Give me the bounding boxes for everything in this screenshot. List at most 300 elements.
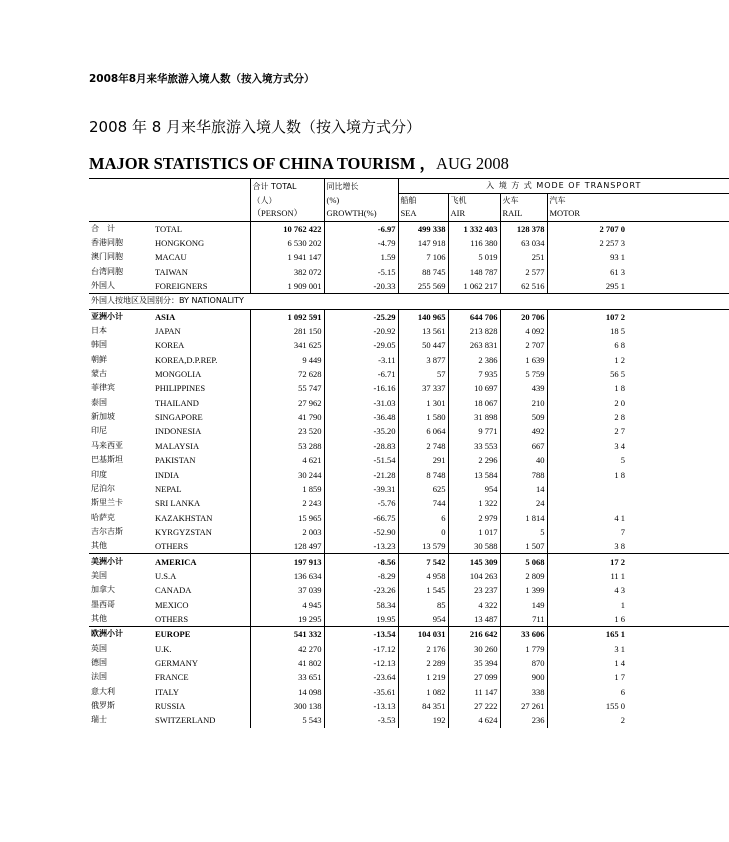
cell-motor [547,496,627,510]
cell-air: 1 332 403 [448,221,500,236]
table-row [89,670,729,684]
cell-growth: -21.28 [324,467,398,481]
table-row [89,424,729,438]
table-row [89,367,729,381]
cell-motor: 295 1 [605,281,625,292]
cell-name-zh: 英国 [91,643,107,653]
cell-total: 14 098 [250,685,324,699]
cell-name-en: GERMANY [153,656,250,670]
cell-air: 148 787 [448,265,500,279]
cell-total: 1 909 001 [250,279,324,294]
cell-growth: 19.95 [324,612,398,627]
cell-total: 53 288 [250,439,324,453]
cell-sea: 6 064 [398,424,448,438]
cell-air: 23 237 [448,583,500,597]
cell-name-zh: 菲律宾 [91,383,115,393]
cell-motor: 1 7 [614,672,625,683]
cell-growth: -16.16 [324,381,398,395]
cell-total: 1 092 591 [250,309,324,324]
cell-name-zh: 巴基斯坦 [91,455,123,465]
cell-growth: -8.29 [324,569,398,583]
cell-sea: 744 [398,496,448,510]
header-row-2 [89,193,729,207]
cell-sea: 291 [398,453,448,467]
cell-motor: 93 1 [610,252,625,263]
cell-name-zh: 朝鲜 [91,354,107,364]
cell-air: 30 588 [448,539,500,554]
cell-name-en: RUSSIA [153,699,250,713]
cell-motor: 17 2 [547,554,627,569]
cell-name-en: THAILAND [153,396,250,410]
cell-name-en: AMERICA [153,554,250,569]
cell-total: 37 039 [250,583,324,597]
cell-name-en: SRI LANKA [153,496,250,510]
cell-rail: 20 706 [500,309,547,324]
table-header [89,179,729,222]
cell-sea: 255 569 [398,279,448,294]
cell-motor: 2 7 [614,426,625,437]
cell-growth: -3.11 [324,353,398,367]
table-row [89,396,729,410]
cell-growth: -20.33 [324,279,398,294]
cell-growth: -36.48 [324,410,398,424]
cell-name-zh: 香港同胞 [91,238,123,248]
cell-name-zh: 台湾同胞 [91,266,123,276]
cell-total: 10 762 422 [250,221,324,236]
cell-name-zh: 其他 [91,541,107,551]
cell-air: 33 553 [448,439,500,453]
cell-rail: 870 [500,656,547,670]
table-row [89,265,729,279]
table-row [89,685,729,699]
cell-air: 10 697 [448,381,500,395]
cell-total: 41 790 [250,410,324,424]
cell-name-en: FOREIGNERS [153,279,250,294]
table-row [89,496,729,510]
header-motor-zh: 汽车 [549,195,566,205]
table-row [89,221,729,236]
cell-growth: -13.54 [324,627,398,642]
header-total: 合计 TOTAL [250,179,324,194]
statistics-table [89,178,729,728]
cell-motor: 3 1 [614,643,625,654]
cell-name-zh: 俄罗斯 [91,701,115,711]
cell-name-zh: 瑞士 [91,715,107,725]
cell-sea: 104 031 [398,627,448,642]
cell-total: 281 150 [250,324,324,338]
header-row-1 [89,179,729,194]
cell-growth: -28.83 [324,439,398,453]
cell-name-en: HONGKONG [153,236,250,250]
cell-rail: 63 034 [500,236,547,250]
cell-rail: 128 378 [500,221,547,236]
cell-rail: 2 707 [500,338,547,352]
cell-growth: -35.20 [324,424,398,438]
cell-motor: 3 4 [614,440,625,451]
cell-motor: 6 8 [614,340,625,351]
cell-name-zh: 加拿大 [91,585,115,595]
table-row [89,338,729,352]
cell-air: 7 935 [448,367,500,381]
cell-motor: 165 1 [547,627,627,642]
cell-air: 13 584 [448,467,500,481]
cell-total: 4 621 [250,453,324,467]
title-english-main: MAJOR STATISTICS OF CHINA TOURISM ， [89,154,437,173]
cell-rail: 1 639 [500,353,547,367]
cell-air: 216 642 [448,627,500,642]
cell-sea: 140 965 [398,309,448,324]
cell-air: 4 624 [448,713,500,727]
cell-name-en: KOREA [153,338,250,352]
cell-total: 42 270 [250,641,324,655]
cell-name-zh: 印度 [91,469,107,479]
region-subtotal-row [89,309,729,324]
cell-rail: 5 759 [500,367,547,381]
header-total-unit: （人） [250,193,324,207]
cell-rail: 210 [500,396,547,410]
header-total-en: （PERSON） [250,207,324,221]
cell-total: 41 802 [250,656,324,670]
cell-growth: -6.71 [324,367,398,381]
table-row [89,656,729,670]
cell-motor: 4 1 [614,512,625,523]
cell-air: 9 771 [448,424,500,438]
cell-sea: 6 [398,510,448,524]
cell-rail: 900 [500,670,547,684]
cell-motor: 1 8 [614,383,625,394]
cell-sea: 3 877 [398,353,448,367]
table-row [89,569,729,583]
cell-motor: 7 [620,526,625,537]
cell-sea: 37 337 [398,381,448,395]
cell-sea: 1 082 [398,685,448,699]
cell-sea: 88 745 [398,265,448,279]
table-row [89,453,729,467]
cell-air: 31 898 [448,410,500,424]
cell-sea: 8 748 [398,467,448,481]
cell-name-zh: 印尼 [91,426,107,436]
cell-motor: 4 3 [614,585,625,596]
cell-growth: -3.53 [324,713,398,727]
cell-rail: 149 [500,597,547,611]
cell-air: 263 831 [448,338,500,352]
cell-name-en: ITALY [153,685,250,699]
cell-name-zh: 哈萨克 [91,512,115,522]
cell-name-en: ASIA [153,309,250,324]
cell-motor: 6 [620,686,625,697]
cell-rail: 1 814 [500,510,547,524]
table-row [89,410,729,424]
cell-sea: 84 351 [398,699,448,713]
header-row-3 [89,207,729,221]
cell-total: 19 295 [250,612,324,627]
cell-air: 2 296 [448,453,500,467]
table-row [89,439,729,453]
cell-total: 15 965 [250,510,324,524]
cell-name-zh: 蒙古 [91,369,107,379]
cell-name-zh: 亚洲小计 [89,309,153,324]
table-row [89,612,729,627]
table-row [89,539,729,554]
cell-motor: 155 0 [605,701,625,712]
cell-growth: -66.75 [324,510,398,524]
cell-air: 2 386 [448,353,500,367]
cell-air: 1 322 [448,496,500,510]
cell-rail: 236 [500,713,547,727]
header-sea-en: SEA [398,207,448,221]
cell-air: 27 222 [448,699,500,713]
cell-name-en: TAIWAN [153,265,250,279]
header-growth-unit: (%) [324,193,398,207]
cell-name-zh: 法国 [91,672,107,682]
cell-growth: -6.97 [324,221,398,236]
cell-name-zh: 尼泊尔 [91,483,115,493]
cell-air: 1 062 217 [448,279,500,294]
cell-air: 2 979 [448,510,500,524]
title-english-month: AUG 2008 [436,154,509,173]
table-row [89,324,729,338]
cell-name-en: TOTAL [153,221,250,236]
cell-total: 341 625 [250,338,324,352]
cell-sea: 4 958 [398,569,448,583]
cell-motor: 2 8 [614,412,625,423]
cell-rail: 33 606 [500,627,547,642]
cell-sea: 1 301 [398,396,448,410]
cell-air: 30 260 [448,641,500,655]
cell-rail: 711 [500,612,547,627]
table-row [89,353,729,367]
table-row [89,525,729,539]
cell-name-en: U.K. [153,641,250,655]
cell-air: 116 380 [448,236,500,250]
cell-name-zh: 斯里兰卡 [91,498,123,508]
cell-growth: -25.29 [324,309,398,324]
cell-total: 55 747 [250,381,324,395]
cell-air: 35 394 [448,656,500,670]
cell-sea: 625 [398,482,448,496]
cell-motor: 18 5 [610,326,625,337]
cell-total: 4 945 [250,597,324,611]
cell-name-zh: 澳门同胞 [91,252,123,262]
header-rail-en: RAIL [500,207,547,221]
cell-name-en: MACAU [153,250,250,264]
cell-name-en: MALAYSIA [153,439,250,453]
cell-total: 23 520 [250,424,324,438]
cell-growth: -12.13 [324,656,398,670]
cell-sea: 2 289 [398,656,448,670]
cell-rail: 788 [500,467,547,481]
table-row [89,467,729,481]
cell-total: 72 628 [250,367,324,381]
cell-sea: 1 219 [398,670,448,684]
table-body-nationality [89,309,729,727]
cell-name-zh: 马来西亚 [91,440,123,450]
cell-rail: 5 068 [500,554,547,569]
cell-air: 27 099 [448,670,500,684]
cell-sea: 954 [398,612,448,627]
cell-rail: 14 [500,482,547,496]
cell-name-en: PAKISTAN [153,453,250,467]
cell-motor: 107 2 [547,309,627,324]
cell-name-zh: 新加坡 [91,412,115,422]
cell-rail: 24 [500,496,547,510]
cell-air: 4 322 [448,597,500,611]
table-row [89,250,729,264]
cell-name-en: OTHERS [153,612,250,627]
table-row [89,583,729,597]
cell-air: 954 [448,482,500,496]
cell-rail: 40 [500,453,547,467]
table-row [89,279,729,294]
cell-air: 1 017 [448,525,500,539]
cell-total: 128 497 [250,539,324,554]
cell-sea: 13 579 [398,539,448,554]
cell-name-en: KAZAKHSTAN [153,510,250,524]
header-rail-zh: 火车 [500,193,547,207]
cell-sea: 57 [398,367,448,381]
cell-total: 5 543 [250,713,324,727]
cell-air: 13 487 [448,612,500,627]
cell-name-en: OTHERS [153,539,250,554]
cell-growth: -23.64 [324,670,398,684]
title-chinese: 2008 年 8 月来华旅游入境人数（按入境方式分） [89,118,422,136]
cell-motor: 2 0 [614,397,625,408]
title-english [89,150,509,174]
cell-sea: 85 [398,597,448,611]
table-row [89,641,729,655]
cell-sea: 7 106 [398,250,448,264]
cell-growth: -13.23 [324,539,398,554]
cell-growth: -5.15 [324,265,398,279]
statistics-table-wrapper [89,178,642,828]
cell-name-en: SWITZERLAND [153,713,250,727]
cell-growth: 58.34 [324,597,398,611]
cell-total: 9 449 [250,353,324,367]
cell-name-zh: 吉尔吉斯 [91,526,123,536]
document-header: 2008年8月来华旅游入境人数（按入境方式分） [89,73,315,85]
cell-motor: 1 [620,599,625,610]
cell-sea: 499 338 [398,221,448,236]
cell-name-en: FRANCE [153,670,250,684]
cell-motor: 1 8 [614,469,625,480]
cell-name-en: EUROPE [153,627,250,642]
cell-growth: -5.76 [324,496,398,510]
cell-name-en: SINGAPORE [153,410,250,424]
cell-growth: -8.56 [324,554,398,569]
cell-rail: 1 779 [500,641,547,655]
table-row [89,381,729,395]
cell-name-en: INDIA [153,467,250,481]
cell-total: 27 962 [250,396,324,410]
cell-growth: -4.79 [324,236,398,250]
cell-total: 541 332 [250,627,324,642]
cell-name-zh: 美洲小计 [89,554,153,569]
cell-motor: 1 4 [614,657,625,668]
cell-total: 30 244 [250,467,324,481]
cell-growth: -31.03 [324,396,398,410]
cell-motor: 1 2 [614,354,625,365]
cell-growth: 1.59 [324,250,398,264]
cell-motor: 1 6 [614,613,625,624]
cell-sea: 13 561 [398,324,448,338]
cell-rail: 1 507 [500,539,547,554]
cell-motor [547,482,627,496]
cell-total: 1 859 [250,482,324,496]
cell-name-zh: 合 计 [89,221,153,236]
cell-sea: 192 [398,713,448,727]
cell-motor: 3 8 [614,541,625,552]
cell-total: 2 243 [250,496,324,510]
cell-sea: 7 542 [398,554,448,569]
region-subtotal-row [89,627,729,642]
cell-air: 104 263 [448,569,500,583]
cell-motor: 5 [620,455,625,466]
cell-name-zh: 墨西哥 [91,599,115,609]
cell-air: 5 019 [448,250,500,264]
cell-rail: 439 [500,381,547,395]
cell-growth: -52.90 [324,525,398,539]
table-row [89,236,729,250]
cell-name-en: JAPAN [153,324,250,338]
cell-name-en: PHILIPPINES [153,381,250,395]
cell-motor: 2 707 0 [547,221,627,236]
cell-rail: 667 [500,439,547,453]
cell-rail: 509 [500,410,547,424]
cell-total: 197 913 [250,554,324,569]
cell-air: 213 828 [448,324,500,338]
cell-motor: 2 [620,715,625,726]
cell-name-zh: 其他 [91,613,107,623]
cell-name-zh: 美国 [91,570,107,580]
cell-rail: 62 516 [500,279,547,294]
cell-name-en: KYRGYZSTAN [153,525,250,539]
cell-rail: 338 [500,685,547,699]
table-row [89,597,729,611]
cell-total: 300 138 [250,699,324,713]
cell-name-zh: 德国 [91,657,107,667]
region-subtotal-row [89,554,729,569]
cell-growth: -51.54 [324,453,398,467]
header-growth: 同比增长 [324,179,398,194]
cell-air: 145 309 [448,554,500,569]
cell-air: 11 147 [448,685,500,699]
table-row [89,713,729,727]
cell-motor: 61 3 [610,266,625,277]
cell-rail: 2 809 [500,569,547,583]
cell-name-zh: 意大利 [91,686,115,696]
header-air-en: AIR [448,207,500,221]
cell-total: 2 003 [250,525,324,539]
cell-name-en: INDONESIA [153,424,250,438]
table-row [89,482,729,496]
cell-rail: 2 577 [500,265,547,279]
cell-rail: 492 [500,424,547,438]
cell-motor: 11 1 [610,570,625,581]
cell-name-en: CANADA [153,583,250,597]
section-label-body [89,294,729,309]
cell-name-zh: 外国人 [91,281,115,291]
header-growth-en: GROWTH(%) [324,207,398,221]
header-air-zh: 飞机 [448,193,500,207]
cell-motor: 56 5 [610,369,625,380]
table-row [89,699,729,713]
header-sea-zh: 船舶 [398,193,448,207]
cell-growth: -35.61 [324,685,398,699]
section-row [89,294,729,309]
cell-growth: -29.05 [324,338,398,352]
cell-total: 382 072 [250,265,324,279]
cell-sea: 2 176 [398,641,448,655]
